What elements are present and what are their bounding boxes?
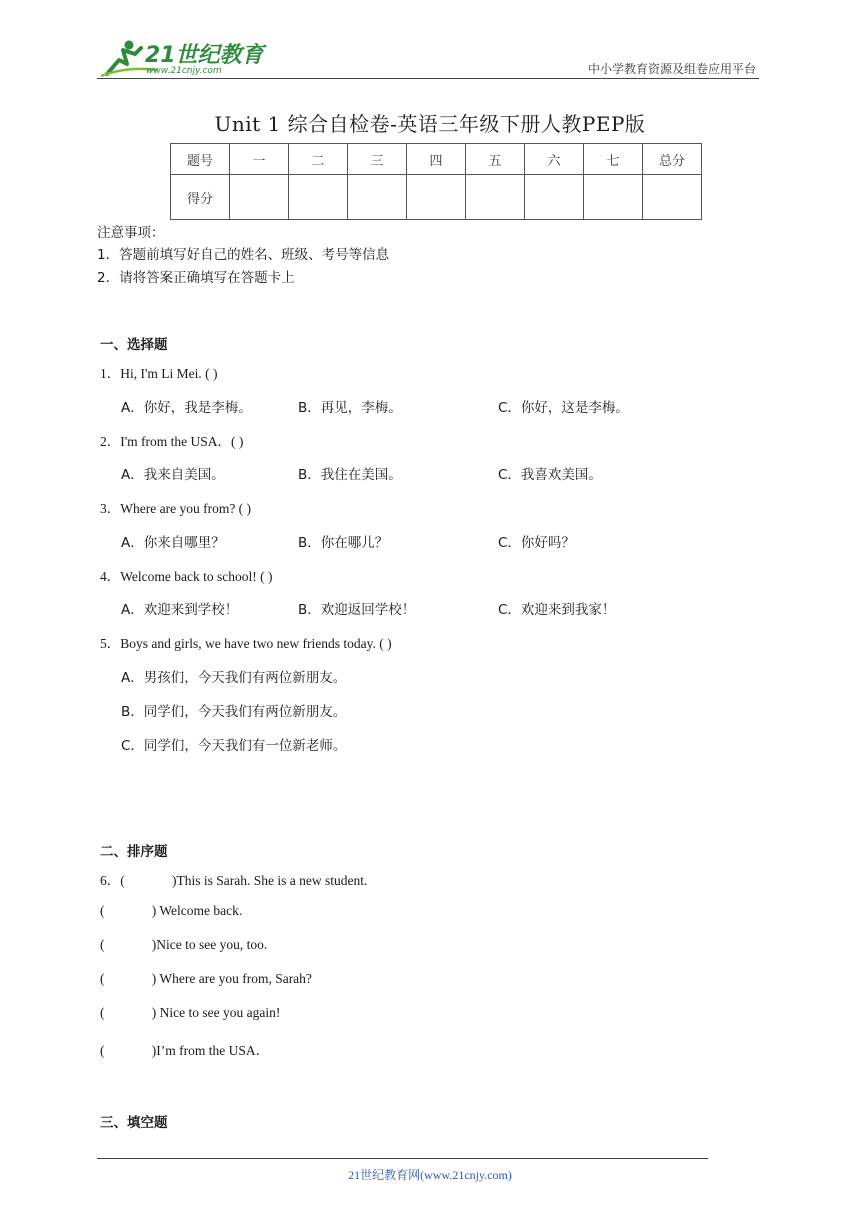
question-stem: 5．Boys and girls, we have two new friends today. ( ) bbox=[100, 636, 392, 651]
score-cell: 七 bbox=[584, 144, 643, 175]
ordering-line[interactable]: ( ) Where are you from, Sarah? bbox=[100, 971, 312, 986]
header-platform-text: 中小学教育资源及组卷应用平台 bbox=[587, 62, 756, 76]
option-a[interactable]: A．我来自美国。 bbox=[121, 467, 225, 483]
score-input-cell[interactable] bbox=[584, 175, 643, 220]
score-input-cell[interactable] bbox=[230, 175, 289, 220]
footer-divider bbox=[97, 1158, 708, 1159]
option-b[interactable]: B．同学们，今天我们有两位新朋友。 bbox=[121, 704, 347, 720]
ordering-line[interactable]: ( ) Nice to see you again! bbox=[100, 1005, 281, 1020]
section-heading: 三、填空题 bbox=[100, 1115, 168, 1131]
score-cell: 总分 bbox=[643, 144, 702, 175]
page-title: Unit 1 综合自检卷-英语三年级下册人教PEP版 bbox=[214, 112, 646, 136]
notes-heading: 注意事项： bbox=[97, 225, 165, 241]
score-cell: 二 bbox=[289, 144, 348, 175]
note-item: 2．请将答案正确填写在答题卡上 bbox=[97, 270, 295, 286]
score-cell: 一 bbox=[230, 144, 289, 175]
option-b[interactable]: B．再见，李梅。 bbox=[298, 400, 402, 416]
option-a[interactable]: A．你好，我是李梅。 bbox=[121, 400, 252, 416]
section-heading: 二、排序题 bbox=[100, 844, 168, 860]
section-heading: 一、选择题 bbox=[100, 337, 168, 353]
score-input-cell[interactable] bbox=[466, 175, 525, 220]
header-divider bbox=[97, 78, 759, 79]
option-a[interactable]: A．你来自哪里？ bbox=[121, 535, 225, 551]
logo-url: www.21cnjy.com bbox=[146, 66, 222, 76]
score-cell: 六 bbox=[525, 144, 584, 175]
question-stem: 4．Welcome back to school! ( ) bbox=[100, 569, 273, 584]
score-input-cell[interactable] bbox=[525, 175, 584, 220]
score-cell: 三 bbox=[348, 144, 407, 175]
question-stem: 2．I'm from the USA．( ) bbox=[100, 434, 244, 449]
score-table-header-row bbox=[171, 144, 702, 175]
option-c[interactable]: C．你好，这是李梅。 bbox=[498, 400, 629, 416]
note-item: 1．答题前填写好自己的姓名、班级、考号等信息 bbox=[97, 247, 390, 263]
logo-text: 21世纪教育 bbox=[145, 43, 264, 68]
score-input-cell[interactable] bbox=[407, 175, 466, 220]
score-row-label: 得分 bbox=[171, 175, 230, 220]
option-a[interactable]: A．欢迎来到学校！ bbox=[121, 602, 239, 618]
option-b[interactable]: B．欢迎返回学校！ bbox=[298, 602, 416, 618]
score-cell: 题号 bbox=[171, 144, 230, 175]
score-cell: 四 bbox=[407, 144, 466, 175]
ordering-line[interactable]: ( )I’m from the USA． bbox=[100, 1043, 270, 1058]
option-c[interactable]: C．我喜欢美国。 bbox=[498, 467, 602, 483]
score-table bbox=[170, 143, 702, 220]
ordering-line[interactable]: ( )Nice to see you, too. bbox=[100, 937, 268, 952]
score-cell: 五 bbox=[466, 144, 525, 175]
option-b[interactable]: B．你在哪儿？ bbox=[298, 535, 389, 551]
option-b[interactable]: B．我住在美国。 bbox=[298, 467, 402, 483]
score-input-cell[interactable] bbox=[289, 175, 348, 220]
option-c[interactable]: C．欢迎来到我家！ bbox=[498, 602, 616, 618]
score-table-score-row bbox=[171, 175, 702, 220]
question-stem: 1．Hi, I'm Li Mei. ( ) bbox=[100, 366, 218, 381]
option-a[interactable]: A．男孩们，今天我们有两位新朋友。 bbox=[121, 670, 347, 686]
footer-link[interactable]: 21世纪教育网(www.21cnjy.com) bbox=[348, 1168, 512, 1182]
ordering-line[interactable]: 6．( )This is Sarah. She is a new student. bbox=[100, 873, 368, 888]
question-stem: 3．Where are you from? ( ) bbox=[100, 501, 252, 516]
option-c[interactable]: C．你好吗？ bbox=[498, 535, 575, 551]
option-c[interactable]: C．同学们，今天我们有一位新老师。 bbox=[121, 738, 347, 754]
score-input-cell[interactable] bbox=[643, 175, 702, 220]
ordering-line[interactable]: ( ) Welcome back. bbox=[100, 903, 243, 918]
score-input-cell[interactable] bbox=[348, 175, 407, 220]
